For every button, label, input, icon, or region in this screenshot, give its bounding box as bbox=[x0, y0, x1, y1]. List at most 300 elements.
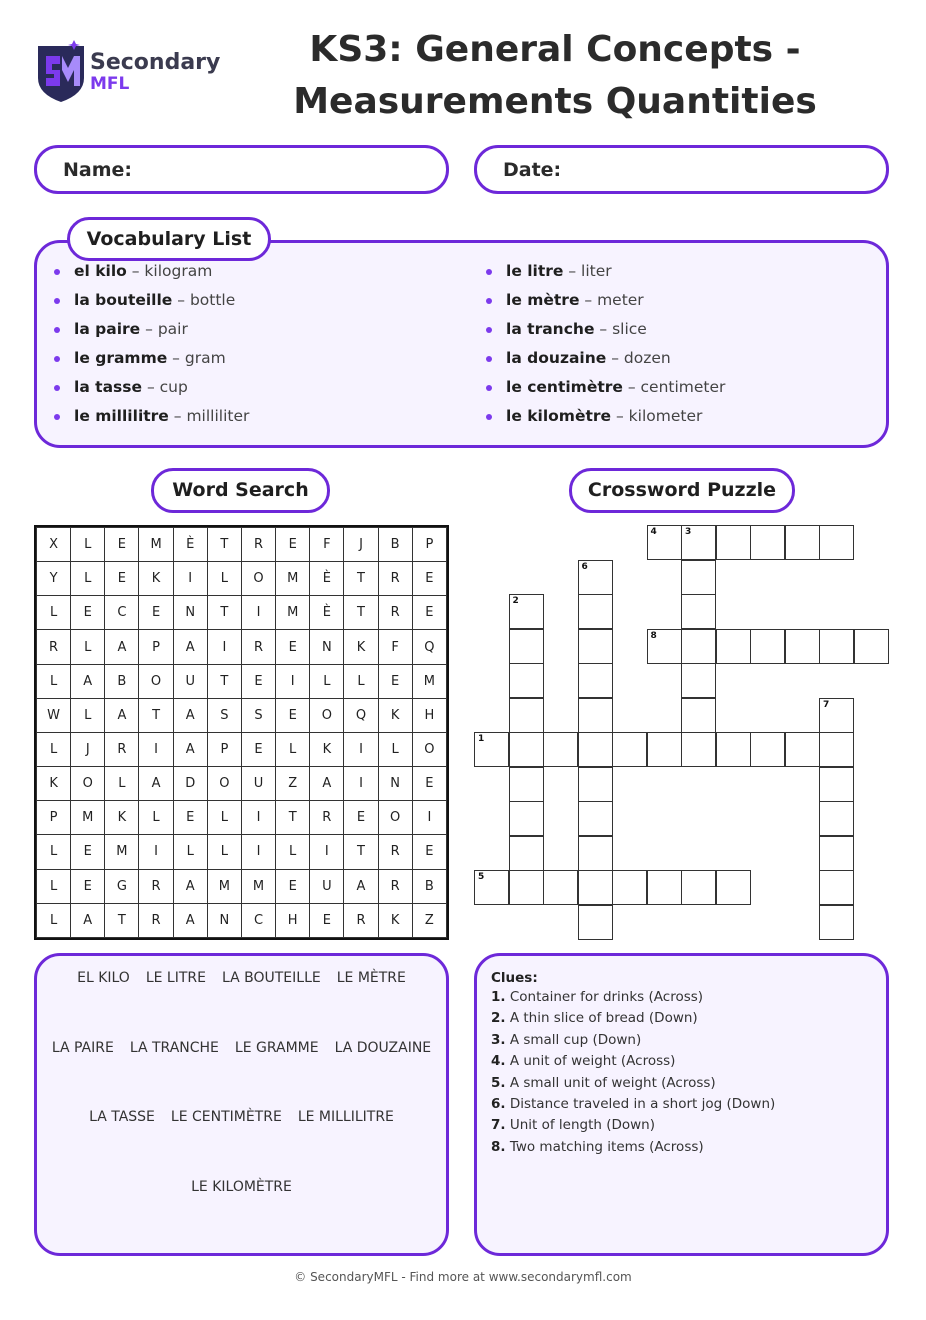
grid-letter[interactable]: K bbox=[37, 767, 71, 801]
brand-name: Secondary bbox=[90, 50, 221, 75]
grid-letter[interactable]: È bbox=[310, 596, 344, 630]
grid-letter[interactable]: A bbox=[71, 903, 105, 937]
crossword-cell[interactable] bbox=[578, 698, 613, 733]
vocab-french: la bouteille bbox=[74, 291, 173, 309]
grid-letter[interactable]: N bbox=[173, 596, 207, 630]
grid-letter[interactable]: O bbox=[378, 801, 412, 835]
crossword-cell[interactable] bbox=[681, 870, 716, 905]
grid-letter[interactable]: E bbox=[241, 664, 275, 698]
grid-letter[interactable]: E bbox=[276, 528, 310, 562]
crossword-cell[interactable] bbox=[785, 732, 820, 767]
crossword-cell[interactable] bbox=[647, 732, 682, 767]
vocab-french: le litre bbox=[506, 262, 564, 280]
grid-letter[interactable]: L bbox=[207, 801, 241, 835]
grid-row bbox=[37, 630, 447, 664]
clue-number: 6 bbox=[581, 561, 588, 572]
crossword-cell[interactable] bbox=[474, 870, 509, 905]
crossword-cell[interactable] bbox=[578, 801, 613, 836]
clue-number: 4 bbox=[650, 527, 657, 537]
clue-item-text: A unit of weight (Across) bbox=[505, 1053, 676, 1070]
word-bank-word: LE KILOMÈTRE bbox=[191, 1179, 292, 1195]
vocab-english: bottle bbox=[189, 291, 236, 309]
crossword-cell[interactable] bbox=[543, 732, 578, 767]
crossword-cell[interactable] bbox=[854, 629, 889, 664]
vocab-english: milliliter bbox=[186, 407, 250, 425]
crossword-cell[interactable] bbox=[509, 663, 544, 698]
crossword-cell[interactable] bbox=[785, 525, 820, 560]
vocab-item: la tasse – cup bbox=[54, 373, 249, 402]
grid-letter[interactable]: E bbox=[276, 869, 310, 903]
grid-letter[interactable]: A bbox=[173, 869, 207, 903]
bullet-icon bbox=[54, 414, 60, 420]
word-search-grid bbox=[34, 525, 449, 940]
crossword-cell[interactable] bbox=[750, 525, 785, 560]
grid-letter[interactable]: T bbox=[344, 596, 378, 630]
grid-letter[interactable]: R bbox=[105, 732, 139, 766]
crossword-cell[interactable] bbox=[716, 870, 751, 905]
grid-letter[interactable]: E bbox=[412, 767, 446, 801]
clue-item bbox=[491, 1010, 698, 1026]
vocabulary-heading: Vocabulary List bbox=[67, 217, 271, 261]
grid-letter[interactable]: J bbox=[71, 732, 105, 766]
grid-letter[interactable]: L bbox=[207, 835, 241, 869]
grid-letter[interactable]: I bbox=[173, 562, 207, 596]
grid-letter[interactable]: T bbox=[344, 562, 378, 596]
grid-letter[interactable]: L bbox=[71, 562, 105, 596]
clue-item-number: 7. bbox=[491, 1117, 506, 1134]
grid-letter[interactable]: J bbox=[344, 528, 378, 562]
grid-letter[interactable]: K bbox=[310, 732, 344, 766]
grid-letter[interactable]: I bbox=[207, 630, 241, 664]
clue-number: 3 bbox=[685, 527, 692, 537]
grid-letter[interactable]: E bbox=[378, 664, 412, 698]
grid-letter[interactable]: E bbox=[71, 835, 105, 869]
clue-item-text: A small cup (Down) bbox=[505, 1031, 642, 1048]
grid-letter[interactable]: I bbox=[276, 664, 310, 698]
word-bank-word: LA TASSE bbox=[89, 1109, 155, 1125]
clues-title: Clues: bbox=[491, 970, 538, 986]
grid-letter[interactable]: U bbox=[241, 767, 275, 801]
crossword-cell[interactable] bbox=[681, 525, 716, 560]
grid-letter[interactable]: N bbox=[310, 630, 344, 664]
brand-subname: MFL bbox=[90, 74, 130, 94]
grid-letter[interactable]: B bbox=[378, 528, 412, 562]
clue-item bbox=[491, 1032, 641, 1048]
grid-row bbox=[37, 698, 447, 732]
vocab-english: dozen bbox=[623, 349, 671, 367]
clue-item bbox=[491, 1117, 655, 1133]
grid-letter[interactable]: K bbox=[139, 562, 173, 596]
grid-letter[interactable]: M bbox=[276, 562, 310, 596]
clue-item-text: Unit of length (Down) bbox=[505, 1117, 656, 1134]
crossword-cell[interactable] bbox=[509, 629, 544, 664]
grid-letter[interactable]: Z bbox=[412, 903, 446, 937]
grid-letter[interactable]: L bbox=[344, 664, 378, 698]
crossword-cell[interactable] bbox=[509, 767, 544, 802]
clue-item-number: 5. bbox=[491, 1074, 506, 1091]
crossword-cell[interactable] bbox=[578, 905, 613, 940]
grid-letter[interactable]: F bbox=[310, 528, 344, 562]
grid-letter[interactable]: T bbox=[139, 698, 173, 732]
grid-letter[interactable]: Q bbox=[412, 630, 446, 664]
clue-item-text: Container for drinks (Across) bbox=[505, 989, 704, 1005]
crossword-cell[interactable] bbox=[612, 732, 647, 767]
grid-letter[interactable]: L bbox=[276, 835, 310, 869]
crossword-cell[interactable] bbox=[785, 629, 820, 664]
word-bank-word: EL KILO bbox=[77, 970, 130, 986]
grid-letter[interactable]: I bbox=[139, 732, 173, 766]
grid-letter[interactable]: E bbox=[276, 630, 310, 664]
crossword-heading: Crossword Puzzle bbox=[569, 468, 795, 513]
crossword-cell[interactable] bbox=[716, 629, 751, 664]
grid-letter[interactable]: O bbox=[71, 767, 105, 801]
vocab-item: le litre – liter bbox=[486, 257, 725, 286]
vocab-french: le centimètre bbox=[506, 378, 623, 396]
grid-letter[interactable]: A bbox=[139, 767, 173, 801]
crossword-cell[interactable] bbox=[819, 905, 854, 940]
grid-letter[interactable]: T bbox=[105, 903, 139, 937]
crossword-cell[interactable] bbox=[578, 870, 613, 905]
word-bank-word: LE GRAMME bbox=[234, 1040, 319, 1056]
vocab-french: la tasse bbox=[74, 378, 143, 396]
grid-letter[interactable]: R bbox=[378, 562, 412, 596]
grid-letter[interactable]: L bbox=[105, 767, 139, 801]
grid-letter[interactable]: M bbox=[207, 869, 241, 903]
crossword-cell[interactable] bbox=[681, 594, 716, 629]
grid-letter[interactable]: E bbox=[139, 596, 173, 630]
vocab-item: le kilomètre – kilometer bbox=[486, 402, 725, 431]
grid-letter[interactable]: L bbox=[37, 869, 71, 903]
grid-row bbox=[37, 801, 447, 835]
word-bank-panel bbox=[34, 953, 449, 1256]
grid-letter[interactable]: O bbox=[139, 664, 173, 698]
grid-letter[interactable]: M bbox=[139, 528, 173, 562]
grid-letter[interactable]: S bbox=[241, 698, 275, 732]
bullet-icon bbox=[54, 327, 60, 333]
grid-letter[interactable]: T bbox=[207, 528, 241, 562]
clue-item-text: Distance traveled in a short jog (Down) bbox=[505, 1096, 776, 1112]
vocab-french: la tranche bbox=[506, 320, 595, 338]
grid-letter[interactable]: I bbox=[241, 835, 275, 869]
word-bank-word: LA DOUZAINE bbox=[334, 1040, 432, 1056]
crossword-cell[interactable] bbox=[819, 629, 854, 664]
grid-letter[interactable]: U bbox=[310, 869, 344, 903]
grid-letter[interactable]: K bbox=[378, 903, 412, 937]
crossword-cell[interactable] bbox=[716, 732, 751, 767]
clue-number: 2 bbox=[512, 596, 519, 606]
clue-item bbox=[491, 1053, 675, 1069]
grid-letter[interactable]: G bbox=[105, 869, 139, 903]
vocab-item: la paire – pair bbox=[54, 315, 249, 344]
word-search-heading: Word Search bbox=[151, 468, 330, 513]
crossword-cell[interactable] bbox=[578, 732, 613, 767]
grid-letter[interactable]: H bbox=[276, 903, 310, 937]
vocab-english: pair bbox=[157, 320, 188, 338]
grid-letter[interactable]: L bbox=[276, 732, 310, 766]
vocab-item: el kilo – kilogram bbox=[54, 257, 249, 286]
grid-letter[interactable]: M bbox=[276, 596, 310, 630]
grid-letter[interactable]: A bbox=[173, 732, 207, 766]
crossword-cell[interactable] bbox=[509, 801, 544, 836]
grid-letter[interactable]: O bbox=[412, 732, 446, 766]
bullet-icon bbox=[486, 385, 492, 391]
bullet-icon bbox=[486, 356, 492, 362]
bullet-icon bbox=[54, 385, 60, 391]
grid-letter[interactable]: L bbox=[37, 835, 71, 869]
grid-letter[interactable]: I bbox=[241, 801, 275, 835]
clues-panel bbox=[474, 953, 889, 1256]
grid-letter[interactable]: L bbox=[37, 596, 71, 630]
grid-letter[interactable]: S bbox=[207, 698, 241, 732]
grid-letter[interactable]: R bbox=[241, 630, 275, 664]
word-bank-word: LE LITRE bbox=[145, 970, 206, 986]
word-bank-row bbox=[37, 1040, 446, 1056]
grid-letter[interactable]: E bbox=[310, 903, 344, 937]
grid-letter[interactable]: E bbox=[105, 562, 139, 596]
crossword-cell[interactable] bbox=[578, 836, 613, 871]
word-bank-row bbox=[37, 1179, 446, 1195]
grid-row bbox=[37, 835, 447, 869]
crossword-cell[interactable] bbox=[578, 594, 613, 629]
grid-letter[interactable]: R bbox=[139, 869, 173, 903]
vocab-french: le millilitre bbox=[74, 407, 169, 425]
grid-letter[interactable]: M bbox=[412, 664, 446, 698]
grid-letter[interactable]: H bbox=[412, 698, 446, 732]
grid-letter[interactable]: L bbox=[37, 732, 71, 766]
crossword-cell[interactable] bbox=[750, 629, 785, 664]
crossword-cell[interactable] bbox=[578, 663, 613, 698]
crossword-cell[interactable] bbox=[681, 560, 716, 595]
title-line-1: KS3: General Concepts - bbox=[309, 29, 801, 70]
word-bank-word: LA TRANCHE bbox=[129, 1040, 219, 1056]
grid-letter[interactable]: R bbox=[37, 630, 71, 664]
clue-number: 7 bbox=[823, 699, 830, 710]
grid-letter[interactable]: I bbox=[241, 596, 275, 630]
crossword-cell[interactable] bbox=[647, 870, 682, 905]
vocab-item: le gramme – gram bbox=[54, 344, 249, 373]
grid-row bbox=[37, 596, 447, 630]
grid-row bbox=[37, 767, 447, 801]
crossword-cell[interactable] bbox=[578, 629, 613, 664]
grid-letter[interactable]: E bbox=[412, 562, 446, 596]
crossword-cell[interactable] bbox=[750, 732, 785, 767]
bullet-icon bbox=[486, 298, 492, 304]
grid-letter[interactable]: I bbox=[412, 801, 446, 835]
vocab-english: kilogram bbox=[144, 262, 213, 280]
grid-letter[interactable]: I bbox=[344, 732, 378, 766]
crossword-cell[interactable] bbox=[819, 525, 854, 560]
clue-item-text: A small unit of weight (Across) bbox=[505, 1074, 716, 1091]
grid-letter[interactable]: E bbox=[412, 835, 446, 869]
grid-letter[interactable]: A bbox=[173, 903, 207, 937]
crossword-cell[interactable] bbox=[543, 870, 578, 905]
word-bank-row bbox=[37, 1109, 446, 1125]
date-field[interactable] bbox=[474, 145, 889, 194]
grid-letter[interactable]: T bbox=[276, 801, 310, 835]
grid-letter[interactable]: L bbox=[37, 903, 71, 937]
vocab-item: le centimètre – centimeter bbox=[486, 373, 725, 402]
crossword-cell[interactable] bbox=[681, 698, 716, 733]
crossword-cell[interactable] bbox=[578, 767, 613, 802]
vocabulary-list-left bbox=[54, 257, 249, 431]
grid-letter[interactable]: E bbox=[241, 732, 275, 766]
crossword-cell[interactable] bbox=[819, 767, 854, 802]
crossword-cell[interactable] bbox=[578, 560, 613, 595]
crossword-cell[interactable] bbox=[716, 525, 751, 560]
grid-letter[interactable]: N bbox=[207, 903, 241, 937]
grid-letter[interactable]: E bbox=[71, 869, 105, 903]
vocab-english: kilometer bbox=[628, 407, 703, 425]
grid-letter[interactable]: M bbox=[105, 835, 139, 869]
grid-letter[interactable]: U bbox=[173, 664, 207, 698]
grid-letter[interactable]: Y bbox=[37, 562, 71, 596]
grid-letter[interactable]: T bbox=[344, 835, 378, 869]
grid-letter[interactable]: I bbox=[310, 835, 344, 869]
vocab-french: el kilo bbox=[74, 262, 127, 280]
clue-item-number: 1. bbox=[491, 989, 506, 1005]
grid-letter[interactable]: P bbox=[139, 630, 173, 664]
grid-letter[interactable]: Z bbox=[276, 767, 310, 801]
grid-letter[interactable]: C bbox=[105, 596, 139, 630]
vocab-french: le kilomètre bbox=[506, 407, 612, 425]
grid-letter[interactable]: R bbox=[344, 903, 378, 937]
grid-letter[interactable]: L bbox=[139, 801, 173, 835]
crossword-cell[interactable] bbox=[647, 525, 682, 560]
clue-item bbox=[491, 1139, 704, 1155]
vocab-french: le mètre bbox=[506, 291, 580, 309]
crossword-cell[interactable] bbox=[819, 732, 854, 767]
crossword-cell[interactable] bbox=[681, 629, 716, 664]
grid-letter[interactable]: T bbox=[207, 664, 241, 698]
grid-letter[interactable]: X bbox=[37, 528, 71, 562]
grid-letter[interactable]: K bbox=[344, 630, 378, 664]
date-label: Date: bbox=[503, 159, 562, 181]
grid-letter[interactable]: L bbox=[378, 732, 412, 766]
clue-number: 5 bbox=[478, 872, 485, 882]
grid-letter[interactable]: N bbox=[378, 767, 412, 801]
crossword-cell[interactable] bbox=[509, 732, 544, 767]
clue-item-number: 3. bbox=[491, 1031, 506, 1048]
grid-letter[interactable]: A bbox=[105, 698, 139, 732]
grid-letter[interactable]: I bbox=[344, 767, 378, 801]
clue-number: 8 bbox=[650, 630, 657, 641]
grid-letter[interactable]: R bbox=[310, 801, 344, 835]
grid-letter[interactable]: K bbox=[378, 698, 412, 732]
word-bank-word: LE MILLILITRE bbox=[297, 1109, 394, 1125]
clue-item-number: 6. bbox=[491, 1096, 506, 1112]
name-field[interactable] bbox=[34, 145, 449, 194]
grid-letter[interactable]: E bbox=[344, 801, 378, 835]
grid-letter[interactable]: O bbox=[207, 767, 241, 801]
bullet-icon bbox=[486, 414, 492, 420]
crossword-cell[interactable] bbox=[819, 801, 854, 836]
grid-letter[interactable]: B bbox=[105, 664, 139, 698]
crossword-cell[interactable] bbox=[474, 732, 509, 767]
grid-letter[interactable]: È bbox=[173, 528, 207, 562]
grid-letter[interactable]: A bbox=[173, 630, 207, 664]
grid-letter[interactable]: E bbox=[71, 596, 105, 630]
grid-letter[interactable]: L bbox=[173, 835, 207, 869]
grid-letter[interactable]: P bbox=[412, 528, 446, 562]
grid-letter[interactable]: C bbox=[241, 903, 275, 937]
grid-letter[interactable]: E bbox=[105, 528, 139, 562]
grid-letter[interactable]: L bbox=[71, 698, 105, 732]
crossword-cell[interactable] bbox=[819, 870, 854, 905]
grid-letter[interactable]: E bbox=[412, 596, 446, 630]
vocab-english: liter bbox=[581, 262, 612, 280]
grid-letter[interactable]: I bbox=[139, 835, 173, 869]
crossword-cell[interactable] bbox=[819, 698, 854, 733]
grid-row bbox=[37, 528, 447, 562]
clue-item-number: 2. bbox=[491, 1010, 506, 1027]
vocab-english: gram bbox=[184, 349, 226, 367]
grid-letter[interactable]: R bbox=[378, 596, 412, 630]
vocab-french: le gramme bbox=[74, 349, 168, 367]
grid-row bbox=[37, 562, 447, 596]
grid-letter[interactable]: A bbox=[105, 630, 139, 664]
grid-letter[interactable]: L bbox=[71, 630, 105, 664]
grid-letter[interactable]: B bbox=[412, 869, 446, 903]
grid-letter[interactable]: A bbox=[310, 767, 344, 801]
bullet-icon bbox=[54, 356, 60, 362]
grid-letter[interactable]: E bbox=[276, 698, 310, 732]
grid-letter[interactable]: R bbox=[139, 903, 173, 937]
crossword-cell[interactable] bbox=[681, 663, 716, 698]
grid-letter[interactable]: M bbox=[71, 801, 105, 835]
grid-letter[interactable]: L bbox=[37, 664, 71, 698]
grid-letter[interactable]: È bbox=[310, 562, 344, 596]
grid-letter[interactable]: O bbox=[241, 562, 275, 596]
grid-letter[interactable]: P bbox=[207, 732, 241, 766]
grid-letter[interactable]: A bbox=[71, 664, 105, 698]
crossword-cell[interactable] bbox=[509, 594, 544, 629]
grid-letter[interactable]: R bbox=[241, 528, 275, 562]
vocab-english: meter bbox=[597, 291, 644, 309]
crossword-cell[interactable] bbox=[509, 836, 544, 871]
grid-letter[interactable]: L bbox=[71, 528, 105, 562]
grid-letter[interactable]: W bbox=[37, 698, 71, 732]
grid-letter[interactable]: L bbox=[207, 562, 241, 596]
crossword-cell[interactable] bbox=[681, 732, 716, 767]
crossword-cell[interactable] bbox=[647, 629, 682, 664]
grid-letter[interactable]: R bbox=[378, 869, 412, 903]
grid-letter[interactable]: M bbox=[241, 869, 275, 903]
clue-item bbox=[491, 1075, 716, 1091]
grid-letter[interactable]: A bbox=[173, 698, 207, 732]
crossword-cell[interactable] bbox=[819, 836, 854, 871]
grid-letter[interactable]: E bbox=[173, 801, 207, 835]
vocabulary-list-right bbox=[486, 257, 725, 431]
grid-letter[interactable]: O bbox=[310, 698, 344, 732]
bullet-icon bbox=[486, 327, 492, 333]
crossword-cell[interactable] bbox=[509, 870, 544, 905]
grid-letter[interactable]: P bbox=[37, 801, 71, 835]
grid-letter[interactable]: Q bbox=[344, 698, 378, 732]
grid-letter[interactable]: L bbox=[310, 664, 344, 698]
grid-letter[interactable]: T bbox=[207, 596, 241, 630]
grid-letter[interactable]: R bbox=[378, 835, 412, 869]
grid-letter[interactable]: A bbox=[344, 869, 378, 903]
vocab-item: le millilitre – milliliter bbox=[54, 402, 249, 431]
crossword-cell[interactable] bbox=[612, 870, 647, 905]
clue-item-text: A thin slice of bread (Down) bbox=[505, 1010, 698, 1027]
grid-letter[interactable]: D bbox=[173, 767, 207, 801]
word-bank-word: LE MÈTRE bbox=[336, 970, 406, 986]
grid-letter[interactable]: F bbox=[378, 630, 412, 664]
crossword-cell[interactable] bbox=[509, 698, 544, 733]
grid-letter[interactable]: K bbox=[105, 801, 139, 835]
name-label: Name: bbox=[63, 159, 133, 181]
